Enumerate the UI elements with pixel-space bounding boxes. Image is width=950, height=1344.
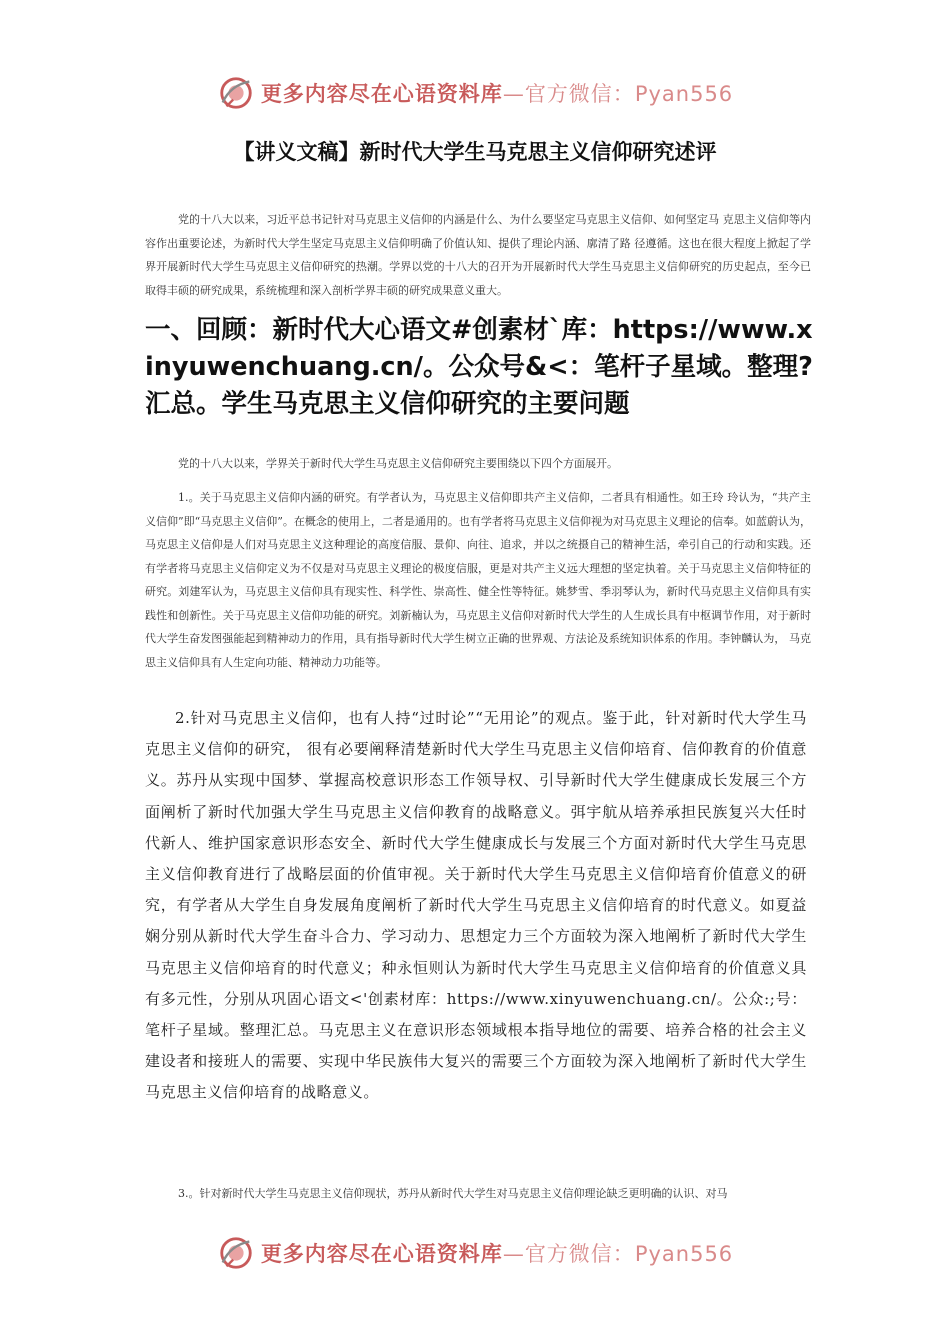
section-heading: 一、回顾：新时代大心语文#创素材`库：https://www.xinyuwenchuang.cn/。公众号&<：笔杆子星域。整理?汇总。学生马克思主义信仰研究的主要问题 [145, 315, 813, 419]
brand-logo-icon [217, 74, 255, 112]
item-3-paragraph: 3.。针对新时代大学生马克思主义信仰现状，苏丹从新时代大学生对马克思主义信仰理论缺乏更明确的认识、对马 [178, 1187, 728, 1200]
section-intro-paragraph: 党的十八大以来，学界关于新时代大学生马克思主义信仰研究主要围绕以下四个方面展开。 [178, 457, 618, 470]
banner-main-text: 更多内容尽在心语资料库 [260, 1242, 503, 1266]
banner-content [217, 74, 733, 112]
banner-separator-text: —官方微信： [502, 82, 635, 106]
brand-logo-icon [217, 1234, 255, 1272]
item-1-paragraph: 1.。关于马克思主义信仰内涵的研究。有学者认为，马克思主义信仰即共产主义信仰，二者具有相通性。如王玲 玲认为，“共产主义信仰”即“马克思主义信仰”。在概念的使用上，二者是通用的。也有学者将马克思主义信仰视为对马克思主义理论的信奉。如蓝蔚认为，马克思主义信仰是人们对马克思主义这种理论的高度信服、景仰、向往、追求，并以之统摄自己的精神生活，牵引自己的行动和实践。还有学者将马克思主义信仰定义为不仅是对马克思主义理论的极度信服，更是对共产主义远大理想的坚定执着。关于马克思主义信仰特征的研究。刘建军认为，马克思主义信仰具有现实性、科学性、崇高性、健全性等特征。姚梦雪、季羽琴认为，新时代马克思主义信仰具有实践性和创新性。关于马克思主义信仰功能的研究。刘新楠认为，马克思主义信仰对新时代大学生的人生成长具有中枢调节作用，对于新时代大学生奋发图强能起到精神动力的作用，具有指导新时代大学生树立正确的世界观、方法论及系统知识体系的作用。李钟麟认为， 马克思主义信仰具有人生定向功能、精神动力功能等。 [145, 491, 811, 669]
banner-separator-text: —官方微信： [502, 1242, 635, 1266]
banner-wechat-id: Pyan556 [634, 1242, 734, 1266]
banner-text [261, 78, 733, 108]
footer-banner [0, 1228, 950, 1278]
banner-text [261, 1238, 733, 1268]
banner-content [217, 1234, 733, 1272]
banner-main-text: 更多内容尽在心语资料库 [260, 82, 503, 106]
document-title: 【讲义文稿】新时代大学生马克思主义信仰研究述评 [233, 140, 717, 164]
banner-wechat-id: Pyan556 [634, 82, 734, 106]
header-banner [0, 68, 950, 118]
item-2-paragraph: 2.针对马克思主义信仰，也有人持“过时论”“无用论”的观点。鉴于此，针对新时代大学生马克思主义信仰的研究， 很有必要阐释清楚新时代大学生马克思主义信仰培育、信仰教育的价值意义。苏丹从实现中国梦、掌握高校意识形态工作领导权、引导新时代大学生健康成长发展三个方面阐析了新时代加强大学生马克思主义信仰教育的战略意义。弭宇航从培养承担民族复兴大任时代新人、维护国家意识形态安全、新时代大学生健康成长与发展三个方面对新时代大学生马克思主义信仰教育进行了战略层面的价值审视。关于新时代大学生马克思主义信仰培育价值意义的研究，有学者从大学生自身发展角度阐析了新时代大学生马克思主义信仰培育的时代意义。如夏益娴分别从新时代大学生奋斗合力、学习动力、思想定力三个方面较为深入地阐析了新时代大学生马克思主义信仰培育的时代意义；种永恒则认为新时代大学生马克思主义信仰培育的价值意义具有多元性，分别从巩固心语文<'创素材库：https://www.xinyuwenchuang.cn/。公众:;号：笔杆子星域。整理汇总。马克思主义在意识形态领域根本指导地位的需要、培养合格的社会主义建设者和接班人的需要、实现中华民族伟大复兴的需要三个方面较为深入地阐析了新时代大学生马克思主义信仰培育的战略意义。 [145, 709, 807, 1102]
intro-paragraph: 党的十八大以来，习近平总书记针对马克思主义信仰的内涵是什么、为什么要坚定马克思主义信仰、如何坚定马 克思主义信仰等内容作出重要论述，为新时代大学生坚定马克思主义信仰明确了价值认知、提供了理论内涵、廓清了路 径遵循。这也在很大程度上掀起了学界开展新时代大学生马克思主义信仰研究的热潮。学界以党的十八大的召开为开展新时代大学生马克思主义信仰研究的历史起点，至今已取得丰硕的研究成果，系统梳理和深入剖析学界丰硕的研究成果意义重大。 [145, 213, 811, 297]
